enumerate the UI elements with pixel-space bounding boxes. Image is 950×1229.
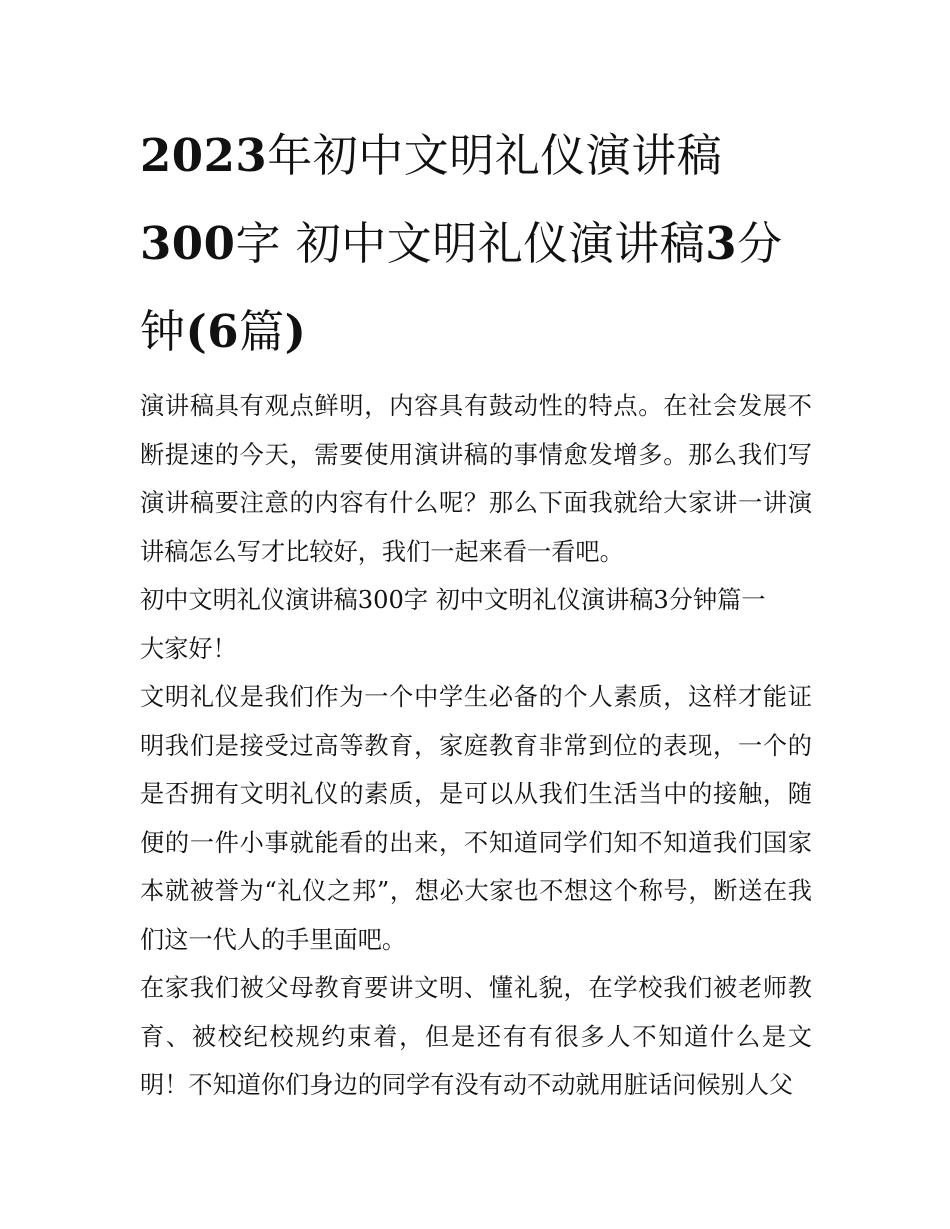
document-page: [140, 112, 812, 1110]
body-paragraph: 在家我们被父母教育要讲文明、懂礼貌，在学校我们被老师教育、被校纪校规约束着，但是还有有很多人不知道什么是文明！不知道你们身边的同学有没有动不动就用脏话问候别人父: [140, 974, 812, 1099]
intro-paragraph: 演讲稿具有观点鲜明，内容具有鼓动性的特点。在社会发展不断提速的今天，需要使用演讲稿的事情愈发增多。那么我们写演讲稿要注意的内容有什么呢？那么下面我就给大家讲一讲演讲稿怎么写才比较好，我们一起来看一看吧。: [140, 392, 812, 566]
title-part: (6: [185, 305, 240, 358]
body-paragraph: 文明礼仪是我们作为一个中学生必备的个人素质，这样才能证明我们是接受过高等教育，家庭教育非常到位的表现，一个的是否拥有文明礼仪的素质，是可以从我们生活当中的接触，随便的一件小事就能看的出来，不知道同学们知不知道我们国家本就被誉为“礼仪之邦”，想必大家也不想这个称号，断送在我们这一代人的手里面吧。: [140, 683, 812, 954]
document-title: [140, 112, 812, 376]
title-part: 2023: [140, 129, 268, 182]
title-part: ): [284, 305, 307, 358]
document-body: [140, 382, 812, 1110]
title-part: 年初中文明礼仪演讲稿: [267, 129, 723, 182]
section-heading: 初中文明礼仪演讲稿300字 初中文明礼仪演讲稿3分钟篇一: [140, 586, 766, 614]
title-part: 篇: [239, 305, 285, 358]
title-part: 300: [140, 217, 236, 270]
title-part: 分钟: [140, 217, 783, 358]
title-part: 3: [705, 217, 738, 270]
title-part: 字 初中文明礼仪演讲稿: [235, 217, 706, 270]
greeting-paragraph: 大家好！: [140, 634, 237, 663]
